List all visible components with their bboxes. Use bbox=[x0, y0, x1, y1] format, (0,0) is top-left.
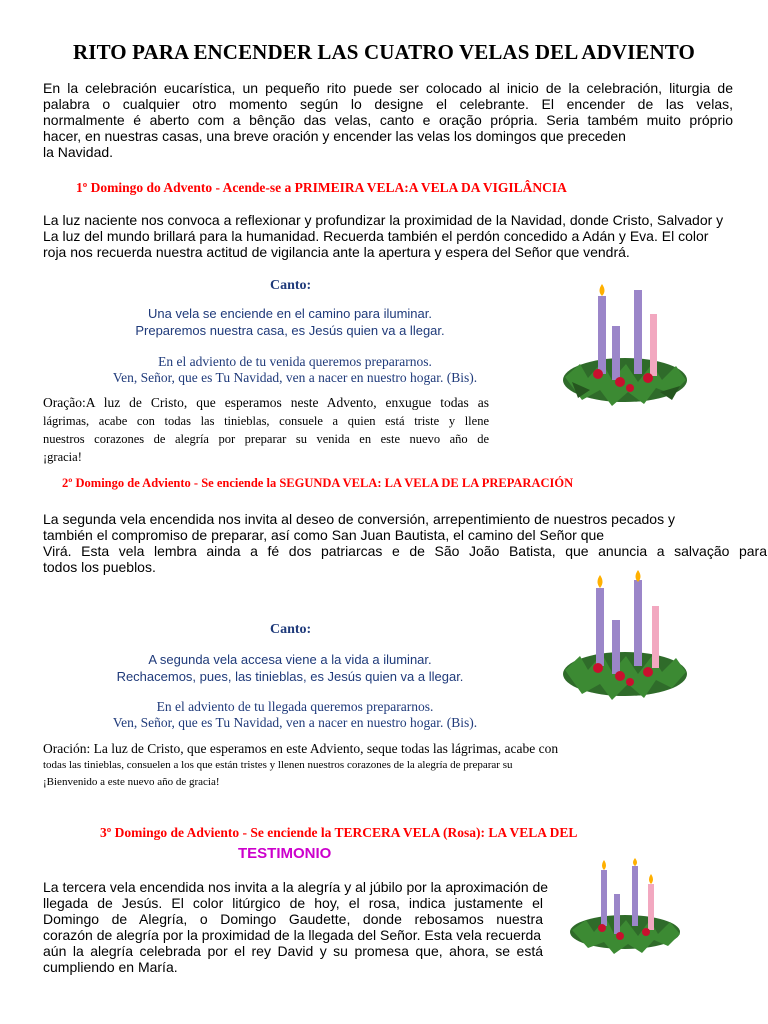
advent-wreath-icon bbox=[568, 858, 683, 958]
prayer-line: lágrimas, acabe con todas las tinieblas, consuele a quien está triste y llene bbox=[43, 414, 489, 428]
section3-body-line: Domingo de Alegría, o Domingo Gaudette, donde rebosamos nuestra bbox=[43, 911, 543, 927]
section2-body-line: Virá. Esta vela lembra ainda a fé dos patriarcas e de São João Batista, que anuncia a salvação para bbox=[43, 543, 767, 559]
canto-line: Preparemos nuestra casa, es Jesús quien va a llegar. bbox=[135, 323, 445, 338]
intro-line: la Navidad. bbox=[43, 144, 114, 160]
section1-heading: 1º Domingo do Advento - Acende-se a PRIMEIRA VELA:A VELA DA VIGILÂNCIA bbox=[76, 180, 567, 195]
section3-body bbox=[43, 879, 549, 975]
intro-line: normalmente é aberto com a bênção das velas, canto e oração própria. Seria também muito próprio bbox=[43, 112, 733, 128]
chorus-line: En el adviento de tu venida queremos prepararnos. bbox=[158, 354, 432, 369]
advent-wreath-icon bbox=[560, 570, 690, 715]
section1-prayer bbox=[43, 394, 489, 466]
section1-canto bbox=[90, 305, 490, 339]
page-title: RITO PARA ENCENDER LAS CUATRO VELAS DEL ADVIENTO bbox=[73, 40, 695, 64]
section2-canto bbox=[90, 651, 490, 685]
advent-wreath-icon bbox=[560, 282, 690, 422]
intro-line: En la celebración eucarística, un pequeño rito puede ser colocado al inicio de la celebración, liturgia de bbox=[43, 80, 733, 96]
section2-body-line: todos los pueblos. bbox=[43, 559, 156, 575]
section2-chorus bbox=[70, 699, 520, 731]
section1-body-line: La luz naciente nos convoca a reflexionar y profundizar la proximidad de la Navidad, donde Cristo, Salvador y bbox=[43, 212, 724, 228]
section2-heading: 2º Domingo de Adviento - Se enciende la SEGUNDA VELA: LA VELA DE LA PREPARACIÓN bbox=[62, 476, 574, 490]
section2-canto-label: Canto: bbox=[270, 622, 312, 637]
section3-body-line: La tercera vela encendida nos invita a la alegría y al júbilo por la aproximación de bbox=[43, 879, 549, 895]
section3-body-line: aún la alegría celebrada por el rey David y su promesa que, ahora, se está bbox=[43, 943, 543, 959]
section3-body-line: corazón de alegría por la proximidad de la llegada del Señor. Esta vela recuerda bbox=[43, 927, 542, 943]
section3-heading: 3º Domingo de Adviento - Se enciende la TERCERA VELA (Rosa): LA VELA DEL bbox=[100, 825, 578, 840]
section1-body-line: La luz del mundo brillará para la humanidad. Recuerda también el perdón concedido a Adán y Eva. El color bbox=[43, 228, 709, 244]
chorus-line: En el adviento de tu llegada queremos prepararnos. bbox=[156, 699, 434, 714]
section1-chorus bbox=[70, 354, 520, 386]
intro-line: hacer, en nuestras casas, una breve oración y encender las velas los domingos que preceden bbox=[43, 128, 626, 144]
chorus-line: Ven, Señor, que es Tu Navidad, ven a nacer en nuestro hogar. (Bis). bbox=[112, 715, 478, 730]
canto-line: A segunda vela accesa viene a la vida a iluminar. bbox=[148, 652, 432, 667]
prayer-line: todas las tinieblas, consuelen a los que están tristes y llenen nuestros corazones de la alegría de preparar su bbox=[43, 759, 513, 771]
intro-paragraph bbox=[43, 80, 733, 160]
section1-body bbox=[43, 212, 723, 260]
prayer-line: ¡gracia! bbox=[43, 450, 82, 464]
prayer-line: nuestros corazones de alegría por preparar su venida en este nuevo año de bbox=[43, 432, 489, 446]
canto-line: Rechacemos, pues, las tinieblas, es Jesús quien va a llegar. bbox=[116, 669, 464, 684]
chorus-line: Ven, Señor, que es Tu Navidad, ven a nacer en nuestro hogar. (Bis). bbox=[112, 370, 478, 385]
prayer-line: Oração:A luz de Cristo, que esperamos neste Advento, enxugue todas as bbox=[43, 395, 489, 410]
section2-body-line: también el compromiso de preparar, así como San Juan Bautista, el camino del Señor que bbox=[43, 527, 605, 543]
section3-body-line: cumpliendo en María. bbox=[43, 959, 178, 975]
prayer-line: Oración: La luz de Cristo, que esperamos en este Adviento, seque todas las lágrimas, acabe con bbox=[43, 741, 559, 756]
intro-line: palabra o cualquier otro momento según lo designe el celebrante. El encender de las velas, bbox=[43, 96, 733, 112]
section3-heading-cont: TESTIMONIO bbox=[238, 845, 332, 862]
section3-body-line: llegada de Jesús. El color litúrgico de hoy, el rosa, indica justamente el bbox=[43, 895, 543, 911]
prayer-line: ¡Bienvenido a este nuevo año de gracia! bbox=[43, 776, 220, 788]
section1-canto-label: Canto: bbox=[270, 278, 312, 293]
section1-body-line: roja nos recuerda nuestra actitud de vigilancia ante la apertura y espera del Señor que vendrá. bbox=[43, 244, 630, 260]
section2-body bbox=[43, 511, 767, 575]
section2-prayer bbox=[43, 740, 558, 791]
section2-body-line: La segunda vela encendida nos invita al deseo de conversión, arrepentimiento de nuestros pecados y bbox=[43, 511, 675, 527]
canto-line: Una vela se enciende en el camino para iluminar. bbox=[147, 306, 432, 321]
